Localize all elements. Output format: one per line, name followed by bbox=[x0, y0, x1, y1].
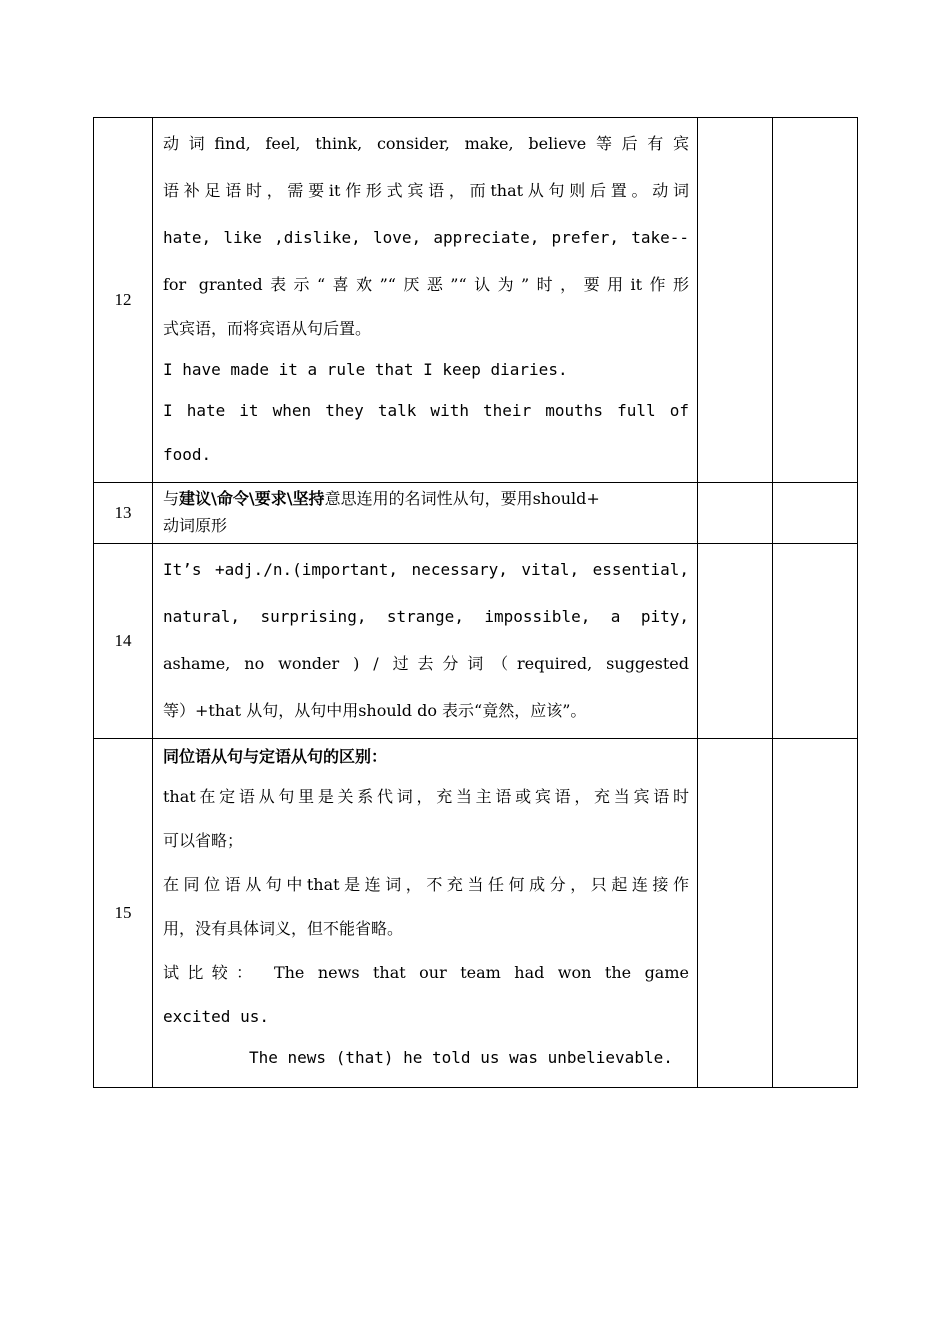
text-line: 等）+that 从句，从句中用should do 表示“竟然，应该”。 bbox=[163, 701, 587, 720]
text-line: excited us. bbox=[163, 1007, 269, 1026]
text-line: 用，没有具体词义，但不能省略。 bbox=[163, 919, 404, 938]
row-number: 12 bbox=[94, 118, 153, 483]
row-number: 13 bbox=[94, 483, 153, 544]
empty-cell bbox=[698, 118, 773, 483]
table-row bbox=[94, 118, 858, 483]
text-segment: 与 bbox=[163, 489, 180, 508]
text-line: The news (that) he told us was unbelievable. bbox=[249, 1048, 673, 1067]
row-number: 14 bbox=[94, 544, 153, 739]
row-content bbox=[153, 544, 698, 739]
text-line: 式宾语，而将宾语从句后置。 bbox=[163, 319, 372, 338]
text-segment: 意思连用的名词性从句，要用should+ bbox=[324, 489, 600, 508]
row-content bbox=[153, 739, 698, 1088]
text-line: I have made it a rule that I keep diaries. bbox=[163, 360, 568, 379]
text-line: I hate it when they talk with their mouths full of bbox=[163, 401, 689, 420]
empty-cell bbox=[773, 483, 858, 544]
row-content bbox=[153, 483, 698, 544]
table-row bbox=[94, 739, 858, 1088]
text-line: natural, surprising, strange, impossible, a pity, bbox=[163, 607, 689, 626]
text-line: that在定语从句里是关系代词，充当主语或宾语，充当宾语时 bbox=[163, 787, 689, 806]
text-line: It’s +adj./n.(important, necessary, vital, essential, bbox=[163, 560, 689, 579]
row-content bbox=[153, 118, 698, 483]
text-line: for granted表示“喜欢”“厌恶”“认为”时，要用it作形 bbox=[163, 275, 689, 294]
text-line: 动词find, feel, think, consider, make, believe等后有宾 bbox=[163, 134, 689, 153]
table-row bbox=[94, 544, 858, 739]
empty-cell bbox=[698, 483, 773, 544]
row-number: 15 bbox=[94, 739, 153, 1088]
text-line bbox=[163, 485, 689, 512]
empty-cell bbox=[773, 544, 858, 739]
text-line: 动词原形 bbox=[163, 516, 228, 535]
empty-cell bbox=[773, 118, 858, 483]
text-line: ashame, no wonder ) / 过去分词（required, suggested bbox=[163, 654, 689, 673]
bold-keywords: 建议\命令\要求\坚持 bbox=[179, 489, 325, 508]
text-line: 在同位语从句中that是连词，不充当任何成分，只起连接作 bbox=[163, 875, 689, 894]
text-line: food. bbox=[163, 445, 212, 464]
text-line: 语补足语时，需要it作形式宾语，而that从句则后置。动词 bbox=[163, 181, 689, 200]
table-row bbox=[94, 483, 858, 544]
empty-cell bbox=[698, 739, 773, 1088]
text-line: 试比较： The news that our team had won the game bbox=[163, 963, 689, 982]
empty-cell bbox=[698, 544, 773, 739]
empty-cell bbox=[773, 739, 858, 1088]
grammar-table bbox=[93, 117, 858, 1088]
text-line: hate, like ,dislike, love, appreciate, prefer, take-- bbox=[163, 228, 689, 247]
text-line: 可以省略； bbox=[163, 831, 244, 850]
section-heading: 同位语从句与定语从句的区别： bbox=[163, 747, 388, 766]
